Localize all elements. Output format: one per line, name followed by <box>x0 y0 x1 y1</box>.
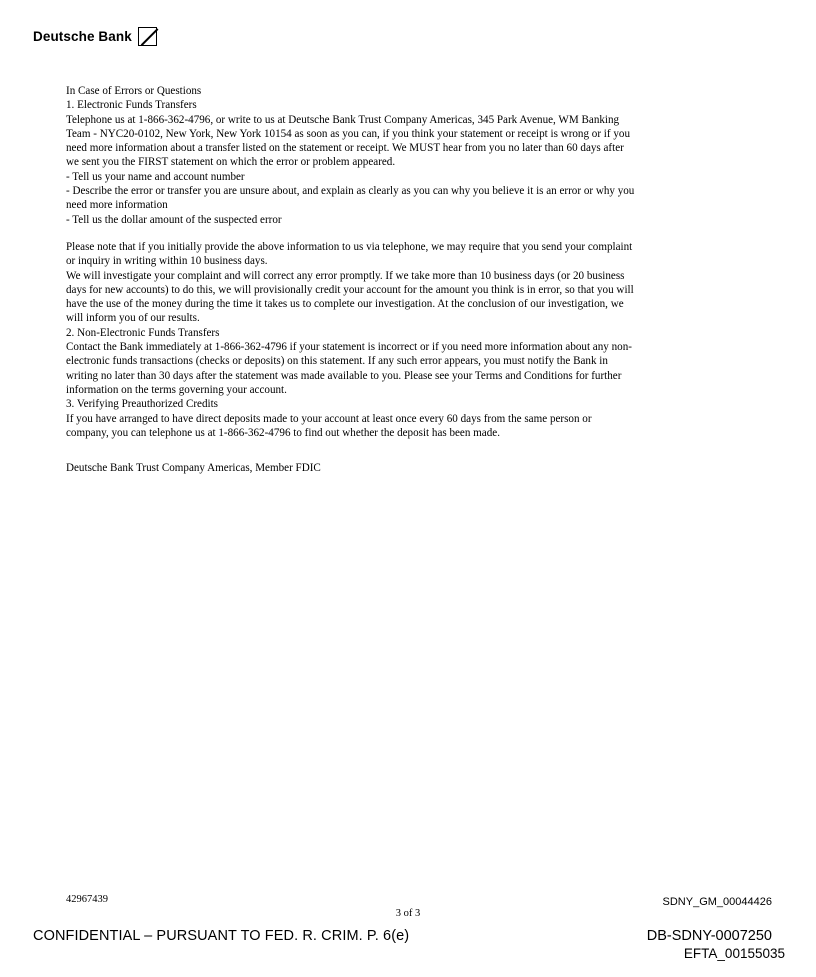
section-1-bullets <box>66 170 636 227</box>
document-title: In Case of Errors or Questions <box>66 85 202 97</box>
bates-number-production: DB-SDNY-0007250 <box>646 928 772 944</box>
section-1-trailing-paragraph-2: We will investigate your complaint and will correct any error promptly. If we take more than 10 business days (or 20 business days for new accounts) to do this, we will provisionally credit your account for the amount you think is in error, so that you will have the use of the money during the time it takes us to complete our investigation. At the conclusion of our investigation, we will inform you of our results. <box>66 269 634 325</box>
section-1-bullet-3: - Tell us the dollar amount of the suspected error <box>66 213 282 226</box>
bates-number-top: SDNY_GM_00044426 <box>662 896 772 908</box>
page-count: 3 of 3 <box>395 908 421 919</box>
section-1-trailing-paragraph-1: Please note that if you initially provide the above information to us via telephone, we may require that you send your complaint or inquiry in writing within 10 business days. <box>66 240 633 268</box>
section-1-bullet-2: - Describe the error or transfer you are unsure about, and explain as clearly as you can why you believe it is an error or why you need more information <box>66 185 635 212</box>
confidentiality-notice: CONFIDENTIAL – PURSUANT TO FED. R. CRIM. P. 6(e) <box>33 928 410 944</box>
brand-name: Deutsche Bank <box>33 28 132 44</box>
section-1-bullet-1: - Tell us your name and account number <box>66 170 245 183</box>
closing-line: Deutsche Bank Trust Company Americas, Member FDIC <box>66 462 321 475</box>
document-number: 42967439 <box>66 894 108 905</box>
section-2-heading: 2. Non-Electronic Funds Transfers <box>66 326 220 339</box>
section-2-paragraph-1: Contact the Bank immediately at 1-866-362-4796 if your statement is incorrect or if you need more information about any non-electronic funds transactions (checks or deposits) on this statement. If any such error appears, you must notify the Bank in writing no later than 30 days after the statement was made available to you. Please see your Terms and Conditions for further information on the terms governing your account. <box>66 341 632 396</box>
document-body <box>66 84 636 475</box>
brand-header <box>33 27 157 46</box>
bates-number-exhibit: EFTA_00155035 <box>683 946 785 961</box>
section-1-paragraph-1: Telephone us at 1-866-362-4796, or write to us at Deutsche Bank Trust Company Americas, 345 Park Avenue, WM Banking Team - NYC20-0102, New York, New York 10154 as soon as you can, if you think your statement or receipt is wrong or if you need more information about a transfer listed on the statement or receipt. We MUST hear from you no later than 60 days after we sent you the FIRST statement on which the error or problem appeared. <box>66 113 631 169</box>
deutsche-bank-logo-icon <box>138 27 157 46</box>
section-3-heading: 3. Verifying Preauthorized Credits <box>66 398 218 411</box>
section-3-paragraph-1: If you have arranged to have direct deposits made to your account at least once every 60 days from the same person or company, you can telephone us at 1-866-362-4796 to find out whether the deposit has been made. <box>66 412 592 439</box>
section-1-heading: 1. Electronic Funds Transfers <box>66 99 197 112</box>
